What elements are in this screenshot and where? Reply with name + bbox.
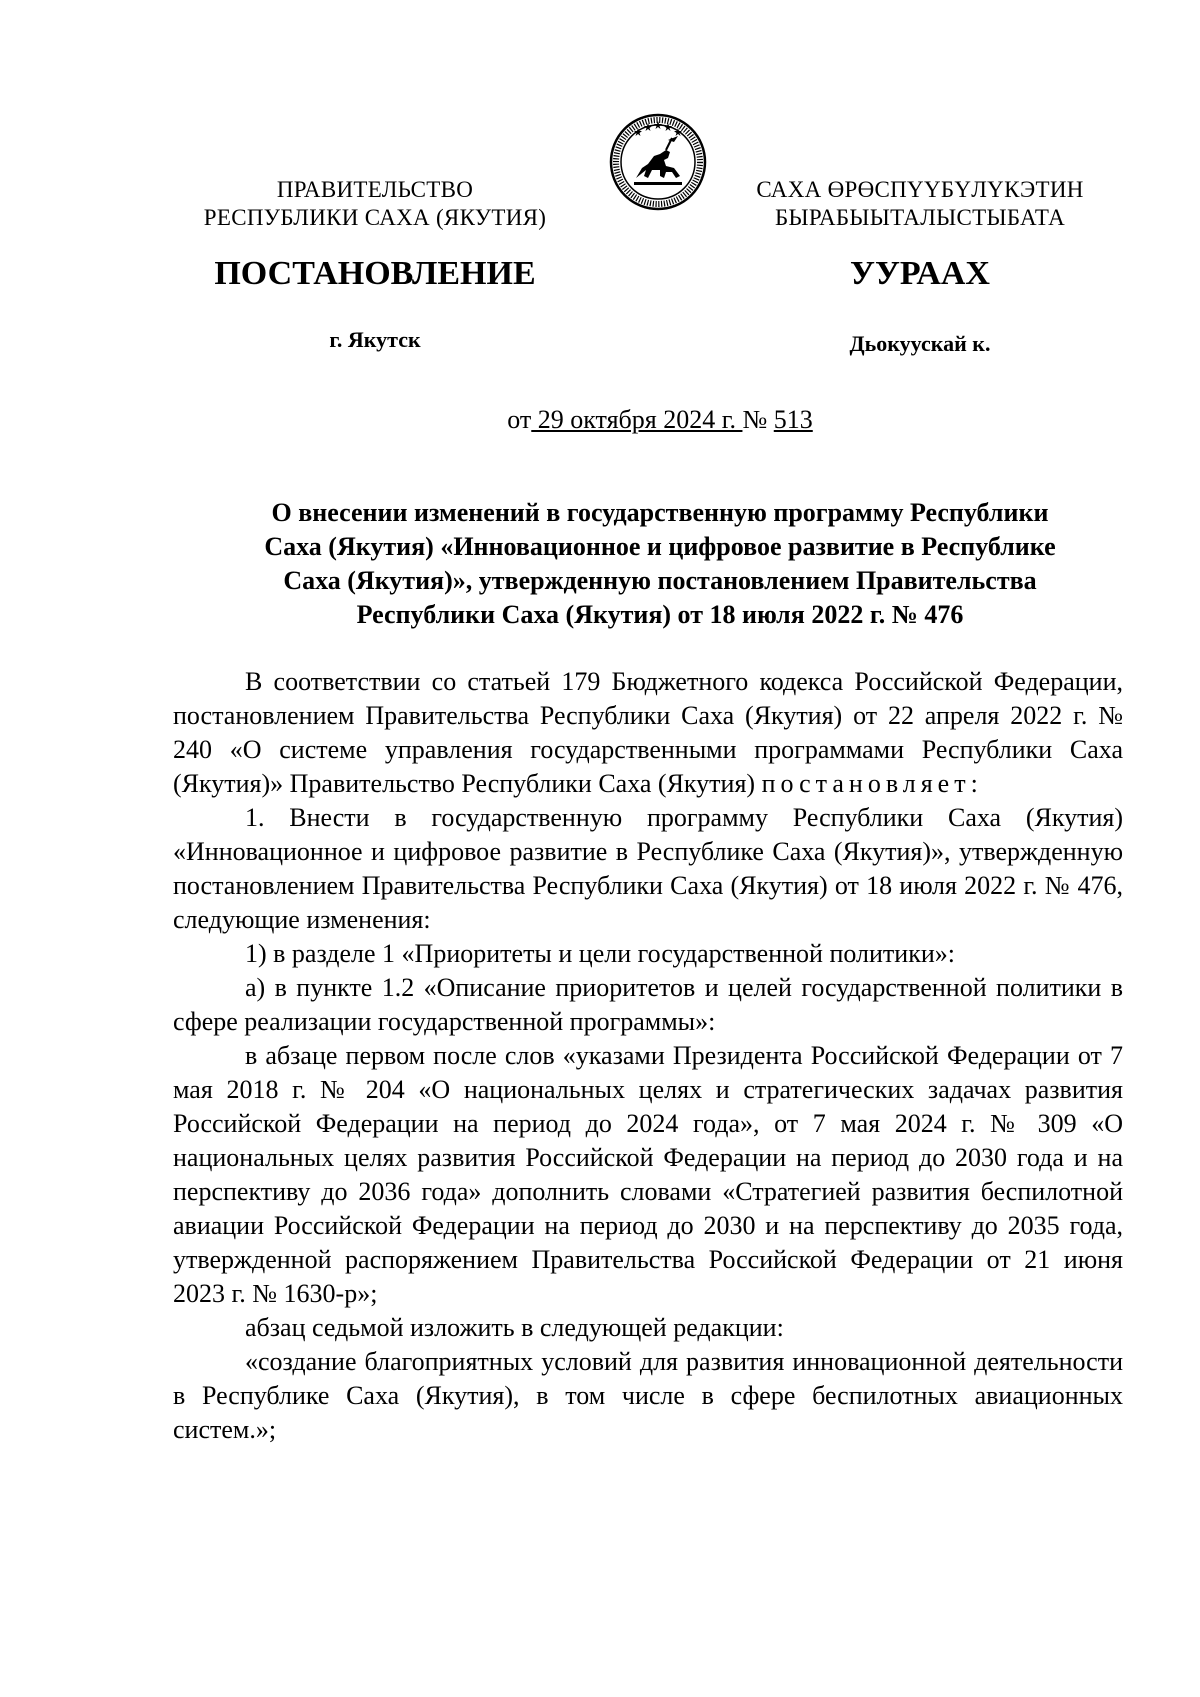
preamble-text: В соответствии со статьей 179 Бюджетного кодекса Российской Федерации, постановлением Правительства Республики Саха (Якутия) от 22 апреля 2022 г. № 240 «О системе управления государственными программами Республики Саха (Якутия)» Правительство Республики Саха (Якутия) [173, 667, 1123, 798]
subject-line: О внесении изменений в государственную программу Республики [271, 498, 1049, 527]
paragraph-new-wording: «создание благоприятных условий для развития инновационной деятельности в Республике Саха (Якутия), в том числе в сфере беспилотных авиационных систем.»; [173, 1347, 1123, 1444]
document-type-sakha: УУРААХ [850, 255, 990, 292]
coat-of-arms-icon [608, 112, 708, 212]
number-sign: № [742, 405, 774, 434]
date-number-line [0, 404, 1200, 436]
document-body [173, 665, 1123, 1447]
subject-line: Саха (Якутия) «Инновационное и цифровое развитие в Республике [264, 532, 1056, 561]
paragraph-subitem-a: а) в пункте 1.2 «Описание приоритетов и целей государственной политики в сфере реализации государственной программы»: [173, 973, 1123, 1036]
government-name-sakha-line1: САХА ӨРӨСПҮҮБҮЛҮКЭТИН [756, 177, 1084, 202]
government-name-sakha-line2: БЫРАБЫЫТАЛЫСТЫБАТА [774, 205, 1066, 230]
government-name-sakha [740, 176, 1100, 232]
paragraph-amendment-seventh: абзац седьмой изложить в следующей редакции: [245, 1313, 784, 1342]
government-name-ru-line2: РЕСПУБЛИКИ САХА (ЯКУТИЯ) [203, 205, 547, 230]
city-sakha: Дьокуускай к. [849, 331, 991, 356]
document-subject [200, 496, 1120, 632]
resolves-word: постановляет: [761, 769, 983, 798]
document-date: 29 октября 2024 г. [531, 405, 743, 434]
government-name-ru [175, 176, 575, 232]
government-name-ru-line1: ПРАВИТЕЛЬСТВО [276, 177, 474, 202]
subject-line: Саха (Якутия)», утвержденную постановлением Правительства [283, 566, 1037, 595]
subject-line: Республики Саха (Якутия) от 18 июля 2022 г. № 476 [356, 600, 964, 629]
date-prefix: от [507, 405, 532, 434]
paragraph-item-1: 1. Внести в государственную программу Республики Саха (Якутия) «Инновационное и цифровое развитие в Республике Саха (Якутия)», утвержденную постановлением Правительства Республики Саха (Якутия) от 18 июля 2022 г. № 476, следующие изменения: [173, 803, 1123, 934]
paragraph-subitem-1: 1) в разделе 1 «Приоритеты и цели государственной политики»: [245, 939, 955, 968]
city-ru: г. Якутск [329, 327, 421, 352]
document-number: 513 [773, 405, 813, 434]
paragraph-amendment-first: в абзаце первом после слов «указами Президента Российской Федерации от 7 мая 2018 г. № 204 «О национальных целях и стратегических задачах развития Российской Федерации на период до 2024 года», от 7 мая 2024 г. № 309 «О национальных целях развития Российской Федерации на период до 2030 года и на перспективу до 2036 года» дополнить словами «Стратегией развития беспилотной авиации Российской Федерации на период до 2030 и на перспективу до 2035 года, утвержденной распоряжением Правительства Российской Федерации от 21 июня 2023 г. № 1630-р»; [173, 1041, 1123, 1308]
document-type-ru: ПОСТАНОВЛЕНИЕ [214, 255, 536, 292]
paragraph-preamble [173, 665, 1123, 801]
